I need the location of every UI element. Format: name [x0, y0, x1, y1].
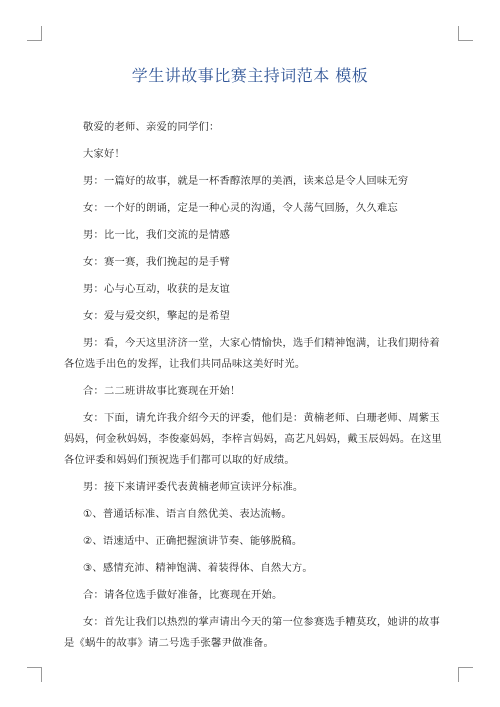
crop-mark-top-right-v: [458, 26, 459, 41]
crop-mark-top-left-v: [41, 26, 42, 41]
crop-mark-top-left-h: [27, 40, 42, 41]
paragraph: 合：请各位选手做好准备，比赛现在开始。: [83, 589, 283, 601]
crop-mark-bottom-left-h: [27, 667, 42, 668]
paragraph-hello: 大家好！: [83, 148, 125, 160]
paragraph: 女：赛一赛，我们挽起的是手臂: [83, 256, 230, 268]
paragraph: 女：爱与爱交织，擎起的是希望: [83, 310, 230, 322]
criteria-item: ③、感情充沛、精神饱满、着装得体、自然大方。: [83, 562, 313, 574]
paragraph: 男：接下来请评委代表黄楠老师宣读评分标准。: [83, 481, 304, 493]
paragraph-greeting: 敬爱的老师、亲爱的同学们：: [83, 121, 220, 133]
paragraph: 女：首先让我们以热烈的掌声请出今天的第一位参赛选手糟莫玫，她讲的故事是《蜗牛的故事》请二号选手张馨尹做准备。: [64, 616, 440, 649]
paragraph: 男：比一比，我们交流的是情感: [83, 229, 230, 241]
crop-mark-top-right-h: [458, 40, 473, 41]
crop-mark-bottom-right-h: [458, 667, 473, 668]
criteria-item: ②、语速适中、正确把握演讲节奏、能够脱稿。: [83, 535, 303, 547]
paragraph: 男：心与心互动，收获的是友谊: [83, 283, 230, 295]
document-title: 学生讲故事比赛主持词范本 模板: [131, 66, 369, 85]
paragraph: 女：下面，请允许我介绍今天的评委，他们是：黄楠老师、白珊老师、周紫玉妈妈，何金秋妈妈，李俊豪妈妈，李梓言妈妈，高艺凡妈妈，戴玉辰妈妈。在这里各位评委和妈妈们预祝选手们都可以取的好成绩。: [64, 412, 442, 466]
paragraph: 男：看，今天这里济济一堂，大家心情愉快，选手们精神饱满，让我们期待着各位选手出色的发挥，让我们共同品味这美好时光。: [64, 337, 440, 370]
criteria-item: ①、普通话标准、语言自然优美、表达流畅。: [83, 508, 292, 520]
paragraph: 女：一个好的朗诵，定是一种心灵的沟通，令人荡气回肠，久久难忘: [83, 202, 398, 214]
document-body: [64, 117, 442, 660]
crop-mark-bottom-left-v: [41, 667, 42, 682]
crop-mark-bottom-right-v: [458, 667, 459, 682]
paragraph: 合：二二班讲故事比赛现在开始！: [83, 385, 241, 397]
paragraph: 男：一篇好的故事，就是一杯香醇浓厚的美酒，读来总是令人回味无穷: [83, 175, 409, 187]
